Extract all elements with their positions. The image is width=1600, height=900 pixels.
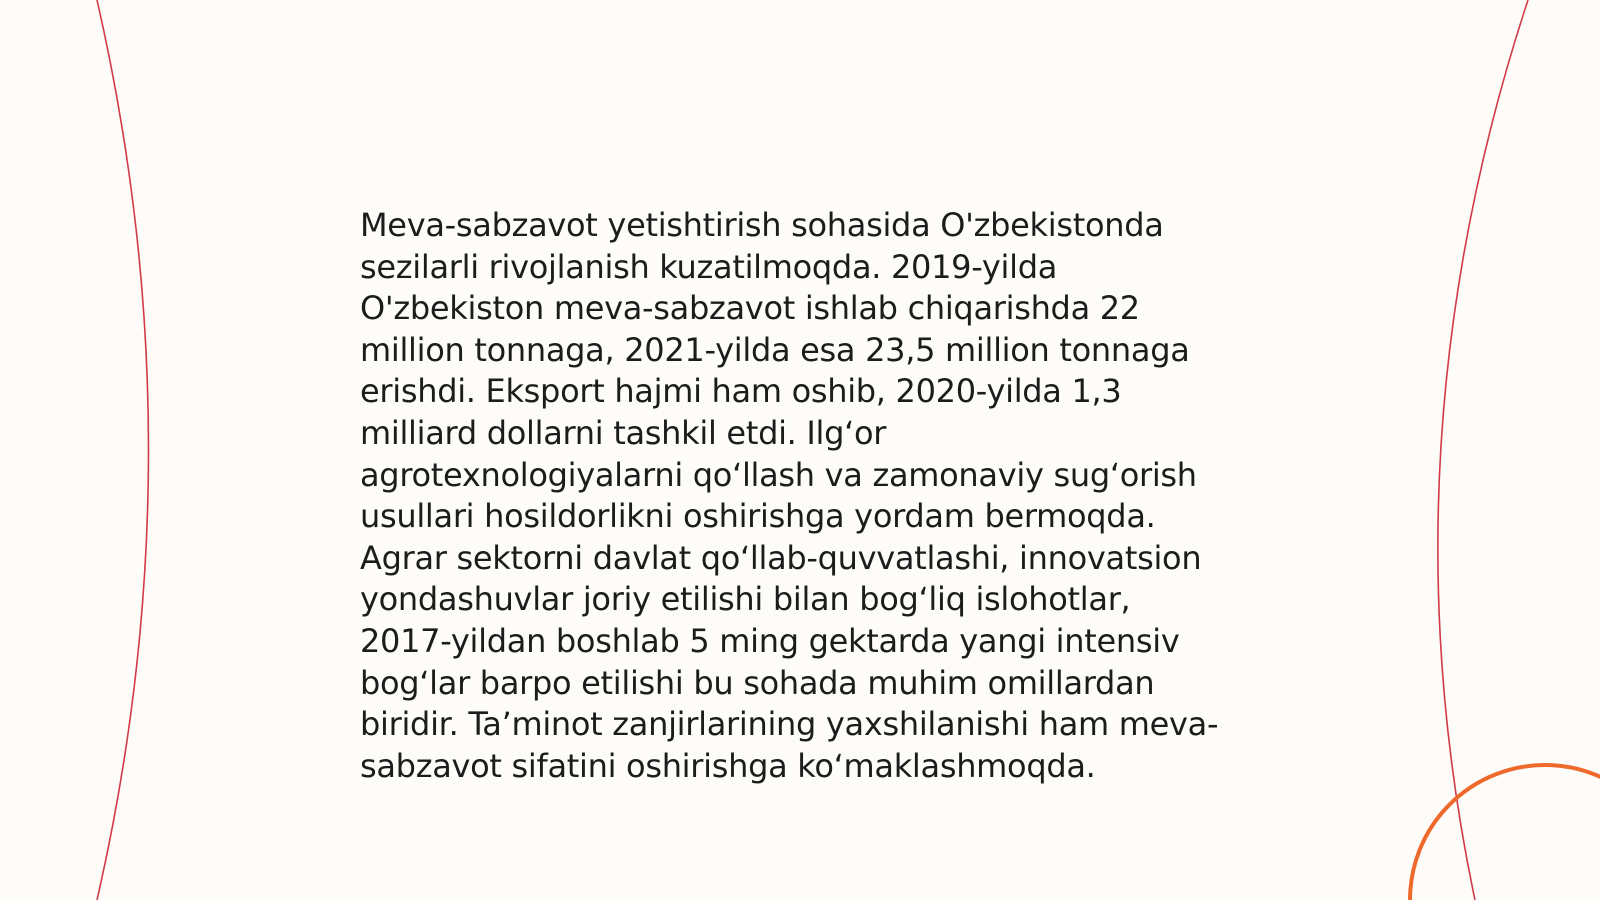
paragraph-line: Agrar sektorni davlat qo‘llab-quvvatlashi, innovatsion — [360, 538, 1202, 577]
paragraph-line: sabzavot sifatini oshirishga ko‘maklashmoqda. — [360, 746, 1096, 785]
paragraph-line: yondashuvlar joriy etilishi bilan bog‘liq islohotlar, — [360, 580, 1131, 619]
paragraph-line: erishdi. Eksport hajmi ham oshib, 2020-yilda 1,3 — [360, 372, 1122, 411]
paragraph-line: Meva-sabzavot yetishtirish sohasida O'zbekistonda — [360, 206, 1164, 244]
paragraph-line: sezilarli rivojlanish kuzatilmoqda. 2019-yilda — [360, 247, 1058, 286]
paragraph-line: 2017-yildan boshlab 5 ming gektarda yangi intensiv — [360, 621, 1180, 660]
corner-arc — [1410, 765, 1600, 900]
paragraph-line: agrotexnologiyalarni qo‘llash va zamonaviy sug‘orish — [360, 455, 1197, 494]
right-curve-line — [1438, 0, 1528, 900]
body-paragraph — [360, 205, 1260, 787]
paragraph-line: milliard dollarni tashkil etdi. Ilg‘or — [360, 413, 887, 452]
paragraph-line: O'zbekiston meva-sabzavot ishlab chiqarishda 22 — [360, 289, 1140, 328]
left-curve-line — [97, 0, 149, 900]
paragraph-line: bog‘lar barpo etilishi bu sohada muhim omillardan — [360, 663, 1155, 702]
paragraph-line: biridir. Ta’minot zanjirlarining yaxshilanishi ham meva- — [360, 705, 1219, 744]
paragraph-line: usullari hosildorlikni oshirishga yordam bermoqda. — [360, 497, 1156, 536]
paragraph-line: million tonnaga, 2021-yilda esa 23,5 million tonnaga — [360, 330, 1190, 369]
